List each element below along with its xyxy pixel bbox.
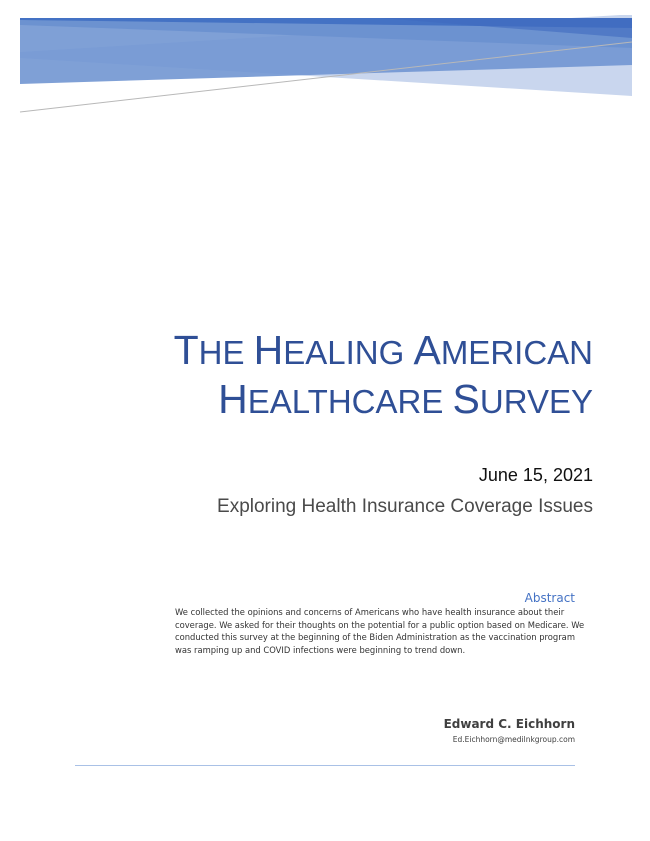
document-subtitle: Exploring Health Insurance Coverage Issues (217, 496, 593, 517)
title-word: SURVEY (452, 376, 593, 422)
title-word: HEALING (253, 327, 405, 373)
abstract-text: We collected the opinions and concerns of Americans who have health insurance about their coverage. We asked for their thoughts on the potential for a public option based on Medicare. We conducted this survey at the beginning of the Biden Administration as the vaccination program was ramping up and COVID infections were beginning to trend down. (175, 607, 585, 655)
header-banner-graphic (0, 0, 650, 130)
title-word: HEALTHCARE (218, 376, 444, 422)
title-word: AMERICAN (413, 327, 593, 373)
title-line-2 (73, 376, 593, 425)
author-name: Edward C. Eichhorn (443, 717, 575, 731)
abstract-heading: Abstract (524, 591, 575, 605)
document-title (73, 327, 593, 425)
title-word: THE (173, 327, 245, 373)
document-date: June 15, 2021 (478, 465, 593, 485)
author-email: Ed.Eichhorn@medilnkgroup.com (452, 735, 575, 744)
footer-divider (75, 765, 575, 766)
title-line-1 (73, 327, 593, 376)
